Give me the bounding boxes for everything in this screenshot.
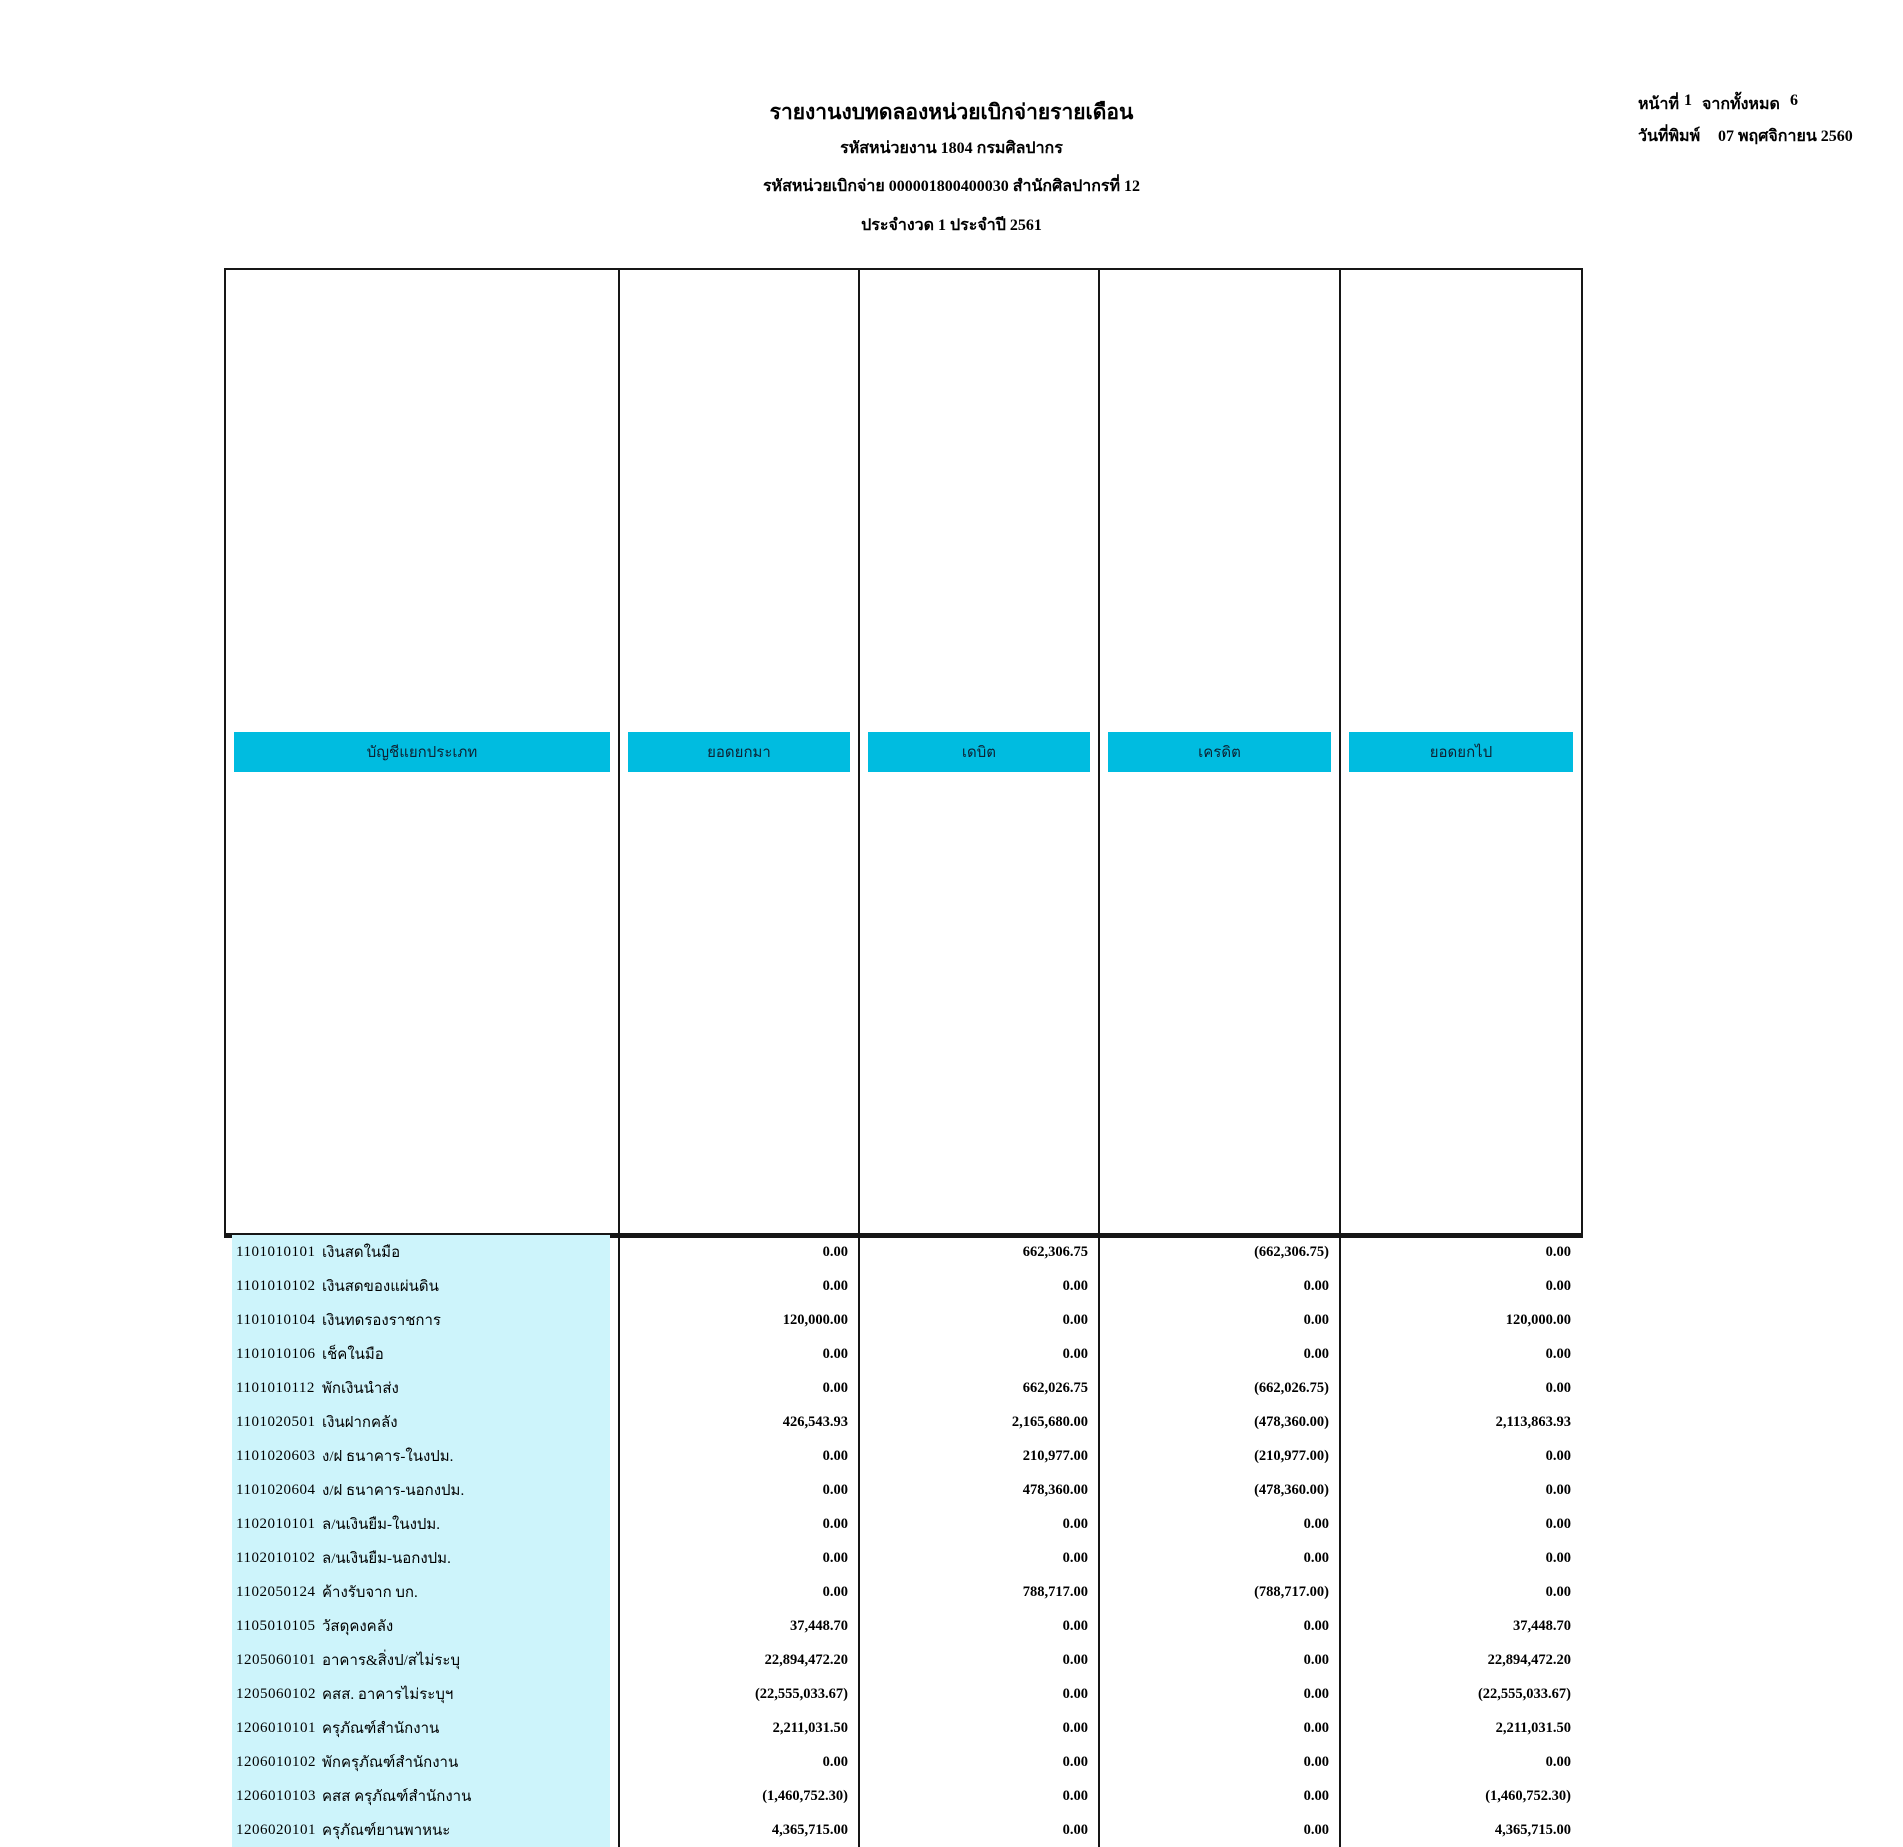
account-highlight bbox=[232, 1745, 610, 1779]
account-highlight bbox=[232, 1507, 610, 1541]
balance-cell: 0.00 bbox=[1545, 1515, 1571, 1532]
print-date-value: 07 พฤศจิกายน 2560 bbox=[1718, 128, 1853, 145]
table-row bbox=[226, 1473, 1581, 1507]
table-row bbox=[226, 1541, 1581, 1575]
account-highlight bbox=[232, 1677, 610, 1711]
account-highlight bbox=[232, 1779, 610, 1813]
table-row bbox=[226, 1609, 1581, 1643]
account-highlight bbox=[232, 1541, 610, 1575]
account-highlight bbox=[232, 1643, 610, 1677]
balance-cell: 0.00 bbox=[1545, 1277, 1571, 1294]
account-code: 1101010102 bbox=[236, 1277, 316, 1294]
carry-forward-cell: 0.00 bbox=[620, 1269, 860, 1303]
account-name: ง/ฝ ธนาคาร-ในงปม. bbox=[322, 1449, 454, 1465]
header-label-credit: เครดิต bbox=[1108, 732, 1331, 772]
header-cell-debit bbox=[860, 270, 1100, 1233]
carry-forward-cell: 426,543.93 bbox=[620, 1405, 860, 1439]
carry-forward-cell: 37,448.70 bbox=[620, 1609, 860, 1643]
account-name: พักครุภัณฑ์สำนักงาน bbox=[322, 1755, 459, 1771]
account-name: ครุภัณฑ์สำนักงาน bbox=[322, 1721, 440, 1737]
account-highlight bbox=[232, 1609, 610, 1643]
debit-cell: 0.00 bbox=[860, 1711, 1100, 1745]
account-name: เช็คในมือ bbox=[322, 1347, 384, 1363]
carry-forward-cell: 120,000.00 bbox=[620, 1303, 860, 1337]
carry-forward-cell: 0.00 bbox=[620, 1371, 860, 1405]
account-code: 1101020501 bbox=[236, 1413, 316, 1430]
page-meta bbox=[1638, 92, 1903, 162]
header-cell-balance bbox=[1341, 270, 1581, 1233]
account-highlight bbox=[232, 1235, 610, 1269]
account-name: ค้างรับจาก บก. bbox=[322, 1585, 418, 1601]
account-name: คสส. อาคารไม่ระบุฯ bbox=[322, 1687, 454, 1703]
account-cell bbox=[226, 1779, 620, 1813]
trial-balance-table bbox=[224, 268, 1583, 1839]
credit-cell: (210,977.00) bbox=[1100, 1439, 1341, 1473]
carry-forward-cell: (1,460,752.30) bbox=[620, 1779, 860, 1813]
account-code: 1101020603 bbox=[236, 1447, 316, 1464]
account-code: 1102050124 bbox=[236, 1583, 316, 1600]
carry-forward-cell: 0.00 bbox=[620, 1507, 860, 1541]
account-code: 1205060101 bbox=[236, 1651, 316, 1668]
table-row bbox=[226, 1235, 1581, 1269]
balance-cell: 0.00 bbox=[1545, 1549, 1571, 1566]
account-highlight bbox=[232, 1371, 610, 1405]
balance-cell: 0.00 bbox=[1545, 1345, 1571, 1362]
account-cell bbox=[226, 1575, 620, 1609]
carry-forward-cell: 4,365,715.00 bbox=[620, 1813, 860, 1847]
account-code: 1206010101 bbox=[236, 1719, 316, 1736]
account-cell bbox=[226, 1269, 620, 1303]
header-label-account: บัญชีแยกประเภท bbox=[234, 732, 610, 772]
debit-cell: 0.00 bbox=[860, 1745, 1100, 1779]
account-name: เงินสดของแผ่นดิน bbox=[322, 1279, 439, 1295]
account-code: 1206010102 bbox=[236, 1753, 316, 1770]
table-row bbox=[226, 1507, 1581, 1541]
account-highlight bbox=[232, 1303, 610, 1337]
account-code: 1102010101 bbox=[236, 1515, 316, 1532]
account-name: พักเงินนำส่ง bbox=[322, 1381, 399, 1397]
table-body bbox=[226, 1235, 1581, 1847]
agency-code-line: รหัสหน่วยงาน 1804 กรมศิลปากร bbox=[840, 140, 1063, 157]
account-code: 1105010105 bbox=[236, 1617, 316, 1634]
table-row bbox=[226, 1371, 1581, 1405]
account-code: 1102010102 bbox=[236, 1549, 316, 1566]
credit-cell: 0.00 bbox=[1100, 1745, 1341, 1779]
debit-cell: 662,306.75 bbox=[860, 1235, 1100, 1269]
print-date-label: วันที่พิมพ์ bbox=[1638, 128, 1701, 145]
debit-cell: 0.00 bbox=[860, 1541, 1100, 1575]
balance-cell: 0.00 bbox=[1545, 1481, 1571, 1498]
credit-cell: 0.00 bbox=[1100, 1541, 1341, 1575]
account-cell bbox=[226, 1609, 620, 1643]
debit-cell: 2,165,680.00 bbox=[860, 1405, 1100, 1439]
account-cell bbox=[226, 1405, 620, 1439]
credit-cell: 0.00 bbox=[1100, 1337, 1341, 1371]
account-cell bbox=[226, 1439, 620, 1473]
account-highlight bbox=[232, 1711, 610, 1745]
account-code: 1101010106 bbox=[236, 1345, 316, 1362]
credit-cell: (662,026.75) bbox=[1100, 1371, 1341, 1405]
account-name: อาคาร&สิ่งป/สไม่ระบุ bbox=[322, 1653, 461, 1669]
credit-cell: 0.00 bbox=[1100, 1677, 1341, 1711]
total-pages-label: จากทั้งหมด bbox=[1702, 96, 1780, 113]
disbursement-unit-line: รหัสหน่วยเบิกจ่าย 000001800400030 สำนักศิลปากรที่ 12 bbox=[762, 178, 1141, 195]
debit-cell: 0.00 bbox=[860, 1813, 1100, 1847]
carry-forward-cell: (22,555,033.67) bbox=[620, 1677, 860, 1711]
debit-cell: 788,717.00 bbox=[860, 1575, 1100, 1609]
credit-cell: (478,360.00) bbox=[1100, 1473, 1341, 1507]
carry-forward-cell: 0.00 bbox=[620, 1235, 860, 1269]
header-cell-credit bbox=[1100, 270, 1341, 1233]
debit-cell: 0.00 bbox=[860, 1677, 1100, 1711]
balance-cell: (22,555,033.67) bbox=[1477, 1685, 1571, 1702]
credit-cell: 0.00 bbox=[1100, 1711, 1341, 1745]
carry-forward-cell: 0.00 bbox=[620, 1541, 860, 1575]
carry-forward-cell: 22,894,472.20 bbox=[620, 1643, 860, 1677]
total-pages-value: 6 bbox=[1790, 92, 1798, 109]
account-cell bbox=[226, 1235, 620, 1269]
balance-cell: 0.00 bbox=[1545, 1753, 1571, 1770]
account-cell bbox=[226, 1813, 620, 1847]
account-code: 1205060102 bbox=[236, 1685, 316, 1702]
header-label-carry-forward: ยอดยกมา bbox=[628, 732, 850, 772]
account-cell bbox=[226, 1677, 620, 1711]
account-code: 1101010112 bbox=[236, 1379, 315, 1396]
account-name: ง/ฝ ธนาคาร-นอกงปม. bbox=[322, 1483, 465, 1499]
account-cell bbox=[226, 1507, 620, 1541]
table-header-row bbox=[226, 270, 1581, 1235]
account-name: ล/นเงินยืม-นอกงปม. bbox=[322, 1551, 451, 1567]
account-name: ล/นเงินยืม-ในงปม. bbox=[322, 1517, 441, 1533]
table-row bbox=[226, 1405, 1581, 1439]
account-highlight bbox=[232, 1405, 610, 1439]
balance-cell: (1,460,752.30) bbox=[1485, 1787, 1571, 1804]
account-cell bbox=[226, 1643, 620, 1677]
account-code: 1206020101 bbox=[236, 1821, 316, 1838]
account-highlight bbox=[232, 1269, 610, 1303]
account-cell bbox=[226, 1473, 620, 1507]
table-row bbox=[226, 1745, 1581, 1779]
table-row bbox=[226, 1779, 1581, 1813]
account-name: วัสดุคงคลัง bbox=[322, 1619, 394, 1635]
table-row bbox=[226, 1337, 1581, 1371]
page-number-value: 1 bbox=[1684, 92, 1692, 109]
credit-cell: 0.00 bbox=[1100, 1507, 1341, 1541]
carry-forward-cell: 2,211,031.50 bbox=[620, 1711, 860, 1745]
table-row bbox=[226, 1677, 1581, 1711]
account-code: 1101010104 bbox=[236, 1311, 316, 1328]
account-cell bbox=[226, 1745, 620, 1779]
table-row bbox=[226, 1643, 1581, 1677]
account-name: เงินทดรองราชการ bbox=[322, 1313, 441, 1329]
account-code: 1101020604 bbox=[236, 1481, 316, 1498]
balance-cell: 120,000.00 bbox=[1505, 1311, 1571, 1328]
account-cell bbox=[226, 1711, 620, 1745]
credit-cell: 0.00 bbox=[1100, 1609, 1341, 1643]
page-number-label: หน้าที่ bbox=[1638, 96, 1680, 113]
account-code: 1206010103 bbox=[236, 1787, 316, 1804]
table-row bbox=[226, 1439, 1581, 1473]
account-highlight bbox=[232, 1439, 610, 1473]
balance-cell: 0.00 bbox=[1545, 1379, 1571, 1396]
table-row bbox=[226, 1813, 1581, 1847]
header-cell-carry-forward bbox=[620, 270, 860, 1233]
account-name: ครุภัณฑ์ยานพาหนะ bbox=[322, 1823, 451, 1839]
account-highlight bbox=[232, 1575, 610, 1609]
credit-cell: 0.00 bbox=[1100, 1643, 1341, 1677]
debit-cell: 0.00 bbox=[860, 1609, 1100, 1643]
credit-cell: (478,360.00) bbox=[1100, 1405, 1341, 1439]
debit-cell: 0.00 bbox=[860, 1269, 1100, 1303]
account-highlight bbox=[232, 1813, 610, 1847]
balance-cell: 2,211,031.50 bbox=[1495, 1719, 1571, 1736]
table-row bbox=[226, 1575, 1581, 1609]
account-cell bbox=[226, 1371, 620, 1405]
credit-cell: 0.00 bbox=[1100, 1813, 1341, 1847]
header-cell-account bbox=[226, 270, 620, 1233]
balance-cell: 0.00 bbox=[1545, 1447, 1571, 1464]
balance-cell: 4,365,715.00 bbox=[1494, 1821, 1571, 1838]
account-cell bbox=[226, 1541, 620, 1575]
debit-cell: 0.00 bbox=[860, 1303, 1100, 1337]
report-title: รายงานงบทดลองหน่วยเบิกจ่ายรายเดือน bbox=[769, 100, 1134, 124]
account-cell bbox=[226, 1337, 620, 1371]
header-label-balance: ยอดยกไป bbox=[1349, 732, 1573, 772]
balance-cell: 0.00 bbox=[1545, 1583, 1571, 1600]
credit-cell: 0.00 bbox=[1100, 1303, 1341, 1337]
account-code: 1101010101 bbox=[236, 1243, 316, 1260]
balance-cell: 2,113,863.93 bbox=[1495, 1413, 1571, 1430]
table-row bbox=[226, 1303, 1581, 1337]
credit-cell: 0.00 bbox=[1100, 1779, 1341, 1813]
table-row bbox=[226, 1269, 1581, 1303]
carry-forward-cell: 0.00 bbox=[620, 1337, 860, 1371]
debit-cell: 478,360.00 bbox=[860, 1473, 1100, 1507]
account-highlight bbox=[232, 1473, 610, 1507]
debit-cell: 0.00 bbox=[860, 1337, 1100, 1371]
account-cell bbox=[226, 1303, 620, 1337]
debit-cell: 0.00 bbox=[860, 1643, 1100, 1677]
debit-cell: 0.00 bbox=[860, 1507, 1100, 1541]
debit-cell: 0.00 bbox=[860, 1779, 1100, 1813]
account-name: เงินฝากคลัง bbox=[322, 1415, 398, 1431]
credit-cell: 0.00 bbox=[1100, 1269, 1341, 1303]
carry-forward-cell: 0.00 bbox=[620, 1473, 860, 1507]
credit-cell: (662,306.75) bbox=[1100, 1235, 1341, 1269]
header-label-debit: เดบิต bbox=[868, 732, 1090, 772]
credit-cell: (788,717.00) bbox=[1100, 1575, 1341, 1609]
account-name: คสส ครุภัณฑ์สำนักงาน bbox=[322, 1789, 472, 1805]
balance-cell: 37,448.70 bbox=[1513, 1617, 1571, 1634]
debit-cell: 662,026.75 bbox=[860, 1371, 1100, 1405]
account-highlight bbox=[232, 1337, 610, 1371]
period-line: ประจำงวด 1 ประจำปี 2561 bbox=[861, 217, 1042, 234]
carry-forward-cell: 0.00 bbox=[620, 1745, 860, 1779]
balance-cell: 22,894,472.20 bbox=[1487, 1651, 1571, 1668]
table-row bbox=[226, 1711, 1581, 1745]
carry-forward-cell: 0.00 bbox=[620, 1439, 860, 1473]
balance-cell: 0.00 bbox=[1545, 1243, 1571, 1260]
carry-forward-cell: 0.00 bbox=[620, 1575, 860, 1609]
account-name: เงินสดในมือ bbox=[322, 1245, 401, 1261]
debit-cell: 210,977.00 bbox=[860, 1439, 1100, 1473]
